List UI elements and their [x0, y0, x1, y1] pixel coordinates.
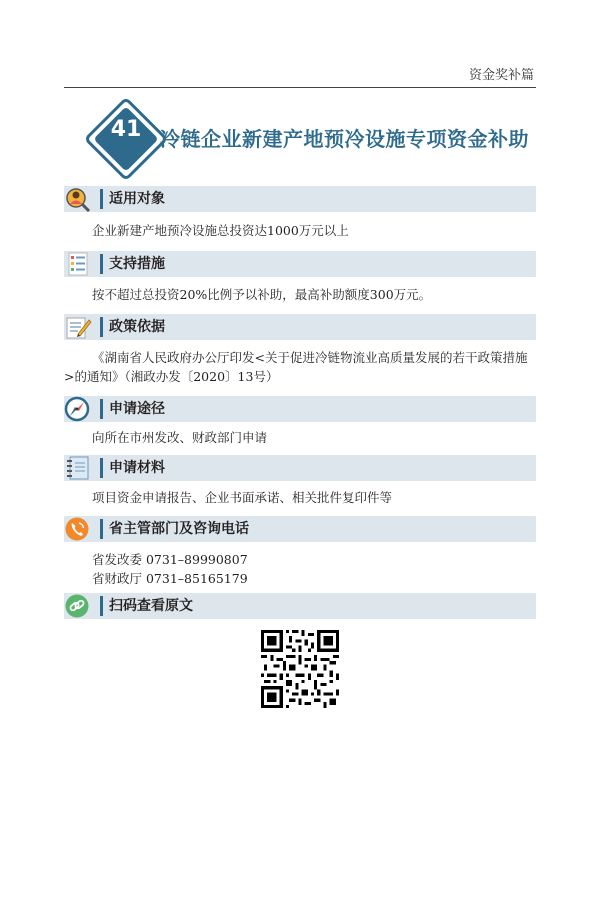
list-icon: [64, 251, 92, 277]
section-header-scan: [64, 593, 536, 619]
section-title: 扫码查看原文: [100, 596, 193, 616]
section-title: 省主管部门及咨询电话: [100, 519, 249, 539]
phone-icon: [64, 516, 92, 542]
section-label: 资金奖补篇: [468, 68, 534, 83]
section-header-materials: [64, 455, 536, 481]
section-title: 适用对象: [100, 189, 165, 209]
section-header-contacts: [64, 516, 536, 542]
compass-icon: [64, 396, 92, 422]
section-body: 企业新建产地预冷设施总投资达1000万元以上: [92, 223, 349, 238]
notebook-icon: [64, 455, 92, 481]
section-title: 支持措施: [100, 254, 165, 274]
item-number: 41: [110, 117, 142, 142]
section-body: 《湖南省人民政府办公厅印发<关于促进冷链物流业高质量发展的若干政策措施>的通知》（湘政办发〔2020〕13号）: [64, 350, 528, 384]
person-search-icon: [64, 186, 92, 212]
section-title: 政策依据: [100, 317, 165, 337]
qr-code[interactable]: [261, 630, 339, 708]
section-body: 向所在市州发改、财政部门申请: [92, 430, 268, 445]
contact-line: 省财政厅 0731–85165179: [92, 571, 248, 586]
section-title: 申请途径: [100, 399, 165, 419]
header-rule: [64, 87, 536, 88]
section-header-channel: [64, 396, 536, 422]
section-header-target: [64, 186, 536, 212]
section-body: [64, 550, 564, 588]
section-title: 申请材料: [100, 458, 165, 478]
section-header-measures: [64, 251, 536, 277]
section-body: 项目资金申请报告、企业书面承诺、相关批件复印件等: [92, 490, 393, 505]
section-body: 按不超过总投资20%比例予以补助，最高补助额度300万元。: [92, 287, 432, 302]
page-title: 冷链企业新建产地预冷设施专项资金补助: [160, 127, 529, 151]
contact-line: 省发改委 0731–89990807: [92, 552, 248, 567]
section-header-basis: [64, 314, 536, 340]
notepad-pencil-icon: [64, 314, 92, 340]
link-icon: [64, 593, 92, 619]
